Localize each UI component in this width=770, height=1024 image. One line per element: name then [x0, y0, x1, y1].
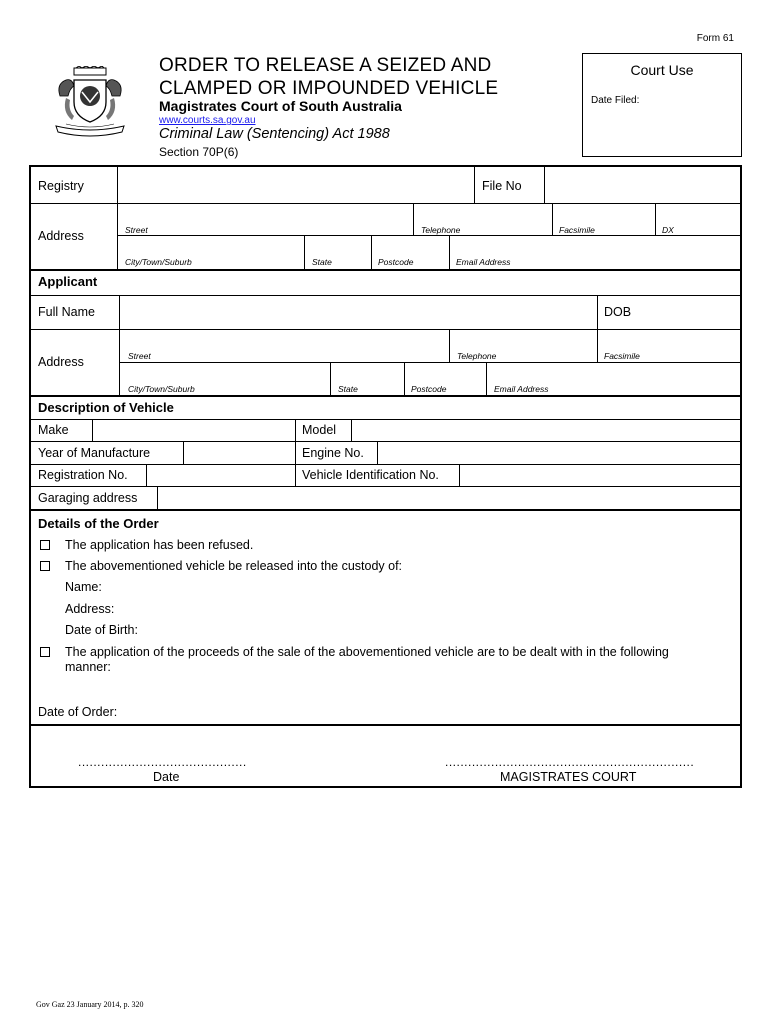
file-no-field[interactable]	[545, 167, 741, 203]
registry-facsimile-label: Facsimile	[559, 225, 595, 235]
registry-field[interactable]	[118, 167, 473, 203]
release-custody-label: The abovementioned vehicle be released into the custody of:	[65, 559, 403, 573]
court-name: Magistrates Court of South Australia	[159, 98, 402, 114]
order-heading: Details of the Order	[38, 516, 159, 531]
engine-field[interactable]	[378, 442, 741, 464]
model-field[interactable]	[352, 420, 741, 441]
refused-label: The application has been refused.	[65, 538, 254, 552]
applicant-state-label: State	[338, 384, 358, 394]
order-form	[29, 165, 742, 788]
court-website-link[interactable]: www.courts.sa.gov.au	[159, 115, 256, 126]
title-line-2: CLAMPED OR IMPOUNDED VEHICLE	[159, 78, 499, 99]
date-signature-line[interactable]: ............................................	[78, 755, 247, 769]
refused-checkbox[interactable]	[40, 540, 50, 550]
registry-city-label: City/Town/Suburb	[125, 257, 192, 267]
registry-street-label: Street	[125, 225, 148, 235]
registry-dx-label: DX	[662, 225, 674, 235]
applicant-email-label: Email Address	[494, 384, 549, 394]
registration-label: Registration No.	[38, 468, 128, 482]
registry-telephone-label: Telephone	[421, 225, 461, 235]
act-name: Criminal Law (Sentencing) Act 1988	[159, 126, 390, 142]
form-number: Form 61	[696, 33, 734, 44]
dob-label: DOB	[604, 305, 632, 319]
applicant-facsimile-label: Facsimile	[604, 351, 640, 361]
title-line-1: ORDER TO RELEASE A SEIZED AND	[159, 55, 492, 76]
registry-label: Registry	[38, 179, 84, 193]
date-signature-label: Date	[153, 770, 180, 784]
court-use-box	[582, 53, 742, 157]
registry-state-label: State	[312, 257, 332, 267]
custody-name-label: Name:	[65, 580, 102, 594]
year-field[interactable]	[184, 442, 294, 464]
registration-field[interactable]	[147, 465, 294, 486]
proceeds-label-line-2: manner:	[65, 660, 111, 674]
date-of-order-label: Date of Order:	[38, 705, 118, 719]
applicant-city-label: City/Town/Suburb	[128, 384, 195, 394]
court-use-heading: Court Use	[630, 62, 694, 78]
full-name-label: Full Name	[38, 305, 95, 319]
release-custody-checkbox[interactable]	[40, 561, 50, 571]
date-filed-label: Date Filed:	[591, 95, 640, 106]
court-signature-line[interactable]: .................................................................	[445, 755, 695, 769]
applicant-postcode-label: Postcode	[411, 384, 447, 394]
file-no-label: File No	[482, 179, 522, 193]
engine-label: Engine No.	[302, 446, 364, 460]
registry-postcode-label: Postcode	[378, 257, 414, 267]
model-label: Model	[302, 423, 337, 437]
custody-dob-label: Date of Birth:	[65, 623, 138, 637]
applicant-address-label: Address	[38, 355, 84, 369]
proceeds-checkbox[interactable]	[40, 647, 50, 657]
registry-email-label: Email Address	[456, 257, 511, 267]
make-label: Make	[38, 423, 69, 437]
applicant-heading: Applicant	[38, 274, 98, 289]
applicant-telephone-label: Telephone	[457, 351, 497, 361]
gazette-reference: Gov Gaz 23 January 2014, p. 320	[36, 1000, 144, 1009]
coat-of-arms-icon	[52, 66, 128, 138]
make-field[interactable]	[93, 420, 294, 441]
full-name-field[interactable]	[120, 296, 596, 329]
vehicle-heading: Description of Vehicle	[38, 400, 174, 415]
proceeds-label-line-1: The application of the proceeds of the sale of the abovementioned vehicle are to be dealt with in the following	[65, 645, 669, 659]
vin-label: Vehicle Identification No.	[302, 468, 439, 482]
court-signature-label: MAGISTRATES COURT	[500, 770, 637, 784]
vin-field[interactable]	[460, 465, 741, 486]
year-label: Year of Manufacture	[38, 446, 151, 460]
garaging-label: Garaging address	[38, 491, 138, 505]
applicant-street-label: Street	[128, 351, 151, 361]
form-title	[159, 54, 559, 100]
garaging-field[interactable]	[158, 487, 741, 509]
section-reference: Section 70P(6)	[159, 145, 239, 159]
registry-address-label: Address	[38, 229, 84, 243]
custody-address-label: Address:	[65, 602, 115, 616]
